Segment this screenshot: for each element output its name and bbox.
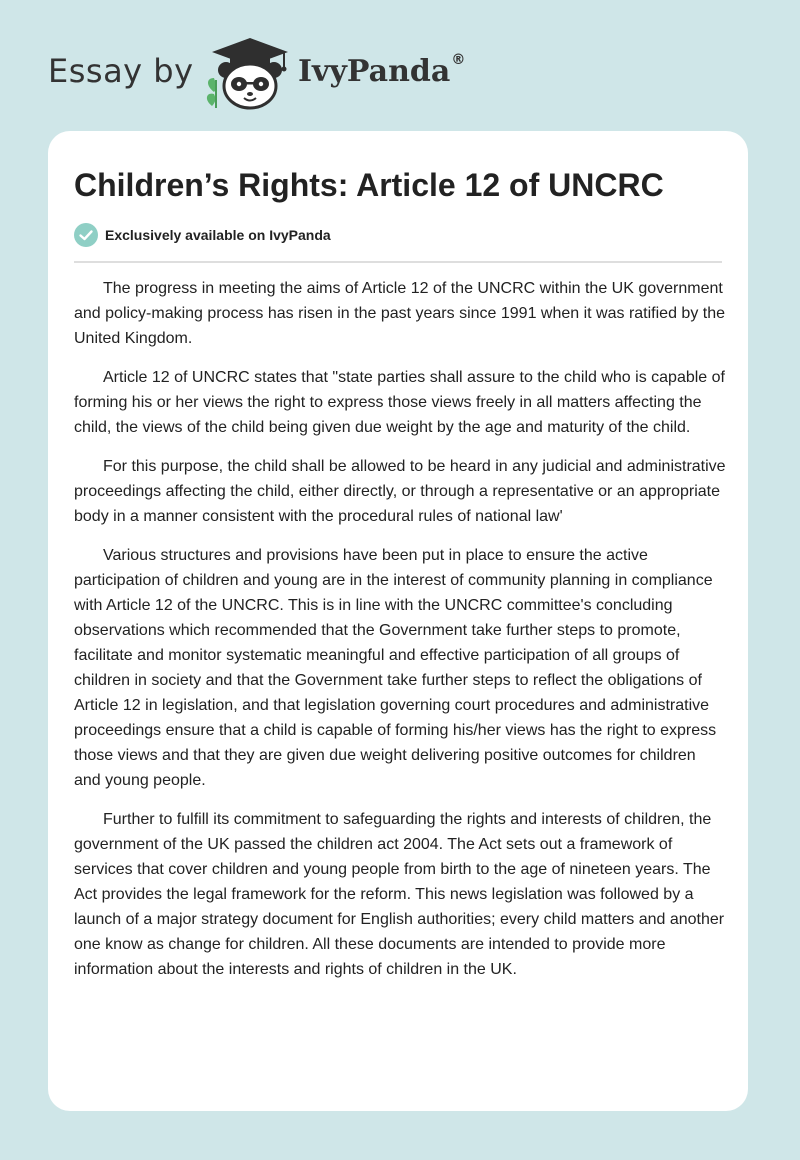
brand-name[interactable]: IvyPanda® [298,52,466,89]
registered-mark: ® [451,52,466,68]
exclusive-badge-text: Exclusively available on IvyPanda [105,227,331,243]
title-divider [74,261,722,263]
check-circle-icon [74,223,98,247]
page-title: Children’s Rights: Article 12 of UNCRC [74,167,664,203]
paragraph: Various structures and provisions have been put in place to ensure the active participation of children and young are in the interest of community planning in compliance with Article 12 of the UNCRC. This is in line with the UNCRC committee's concluding observations which recommended that the Government take further steps to promote, facilitate and monitor systematic meaningful and effective participation of all groups of children in society and that the Government take further steps to reflect the obligations of Article 12 in legislation, and that legislation governing court procedures and administrative proceedings ensure that a child is capable of forming his/her views has the right to express those views and that they are given due weight delivering positive outcomes for children and young people. [74,547,717,789]
site-header [0,0,800,130]
essay-body [74,276,726,996]
exclusive-badge [74,222,331,248]
paragraph: For this purpose, the child shall be allowed to be heard in any judicial and administrative proceedings affecting the child, either directly, or through a representative or an appropriate body in a manner consistent with the procedural rules of national law' [74,458,726,525]
paragraph: The progress in meeting the aims of Article 12 of the UNCRC within the UK government and policy-making process has risen in the past years since 1991 when it was ratified by the United Kingdom. [74,280,726,347]
paragraph: Further to fulfill its commitment to safeguarding the rights and interests of children, the government of the UK passed the children act 2004. The Act sets out a framework of services that cover children and young people from birth to the age of nineteen years. The Act provides the legal framework for the reform. This news legislation was followed by a launch of a major strategy document for English authorities; every child matters and another one know as change for children. All these documents are intended to provide more information about the interests and rights of children in the UK. [74,811,725,978]
panda-graduate-icon[interactable] [200,34,292,110]
essay-by-label: Essay by [48,52,194,90]
essay-card [48,131,748,1111]
paragraph: Article 12 of UNCRC states that "state parties shall assure to the child who is capable of forming his or her views the right to express those views freely in all matters affecting the child, the views of the child being given due weight by the age and maturity of the child. [74,369,725,436]
